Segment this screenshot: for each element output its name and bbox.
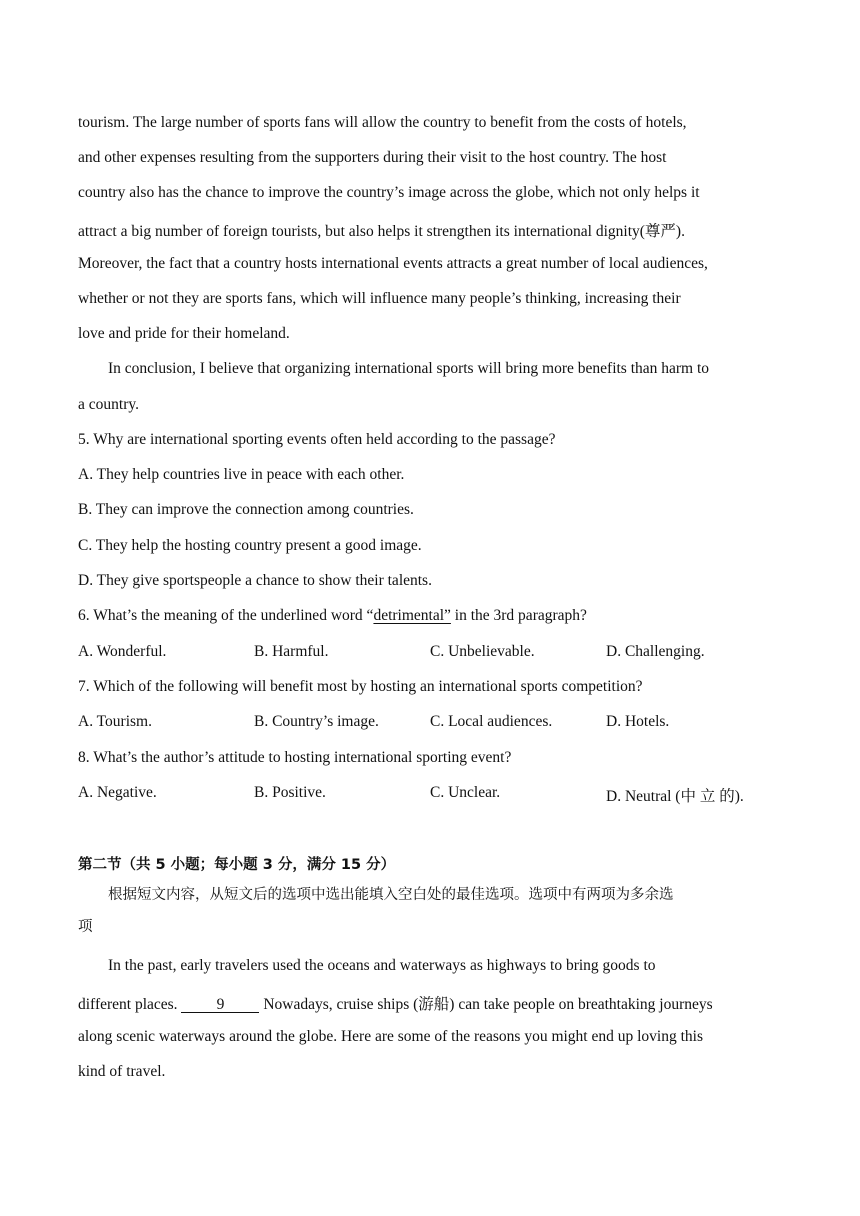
section-heading: 第二节（共 5 小题；每小题 3 分，满分 15 分）	[78, 857, 396, 873]
question-8-option-b[interactable]: B. Positive.	[254, 784, 326, 801]
underlined-word: detrimental”	[373, 607, 451, 624]
question-6-option-d[interactable]: D. Challenging.	[606, 643, 705, 660]
question-8-option-c[interactable]: C. Unclear.	[430, 784, 501, 801]
question-6-stem-end: in the 3rd paragraph?	[450, 607, 587, 624]
question-7-option-a[interactable]: A. Tourism.	[78, 713, 152, 730]
question-7-stem: 7. Which of the following will benefit most by hosting an international sports competition?	[78, 678, 643, 695]
question-6-option-c[interactable]: C. Unbelievable.	[430, 643, 535, 660]
passage-line: tourism. The large number of sports fans will allow the country to benefit from the costs of hotels,	[78, 114, 687, 131]
passage-line: love and pride for their homeland.	[78, 325, 290, 342]
cloze-line	[78, 992, 713, 1014]
section-instruction: 项	[78, 919, 93, 935]
question-6-option-a[interactable]: A. Wonderful.	[78, 643, 167, 660]
question-5-option-a[interactable]: A. They help countries live in peace with each other.	[78, 466, 405, 483]
conclusion-line: In conclusion, I believe that organizing international sports will bring more benefits than harm to	[108, 360, 710, 377]
passage-line: attract a big number of foreign tourists, but also helps it strengthen its international dignity(尊严).	[78, 223, 685, 240]
passage-line: whether or not they are sports fans, which will influence many people’s thinking, increasing their	[78, 290, 681, 307]
question-6-stem-start: 6. What’s the meaning of the underlined word “	[78, 607, 374, 624]
question-7-option-d[interactable]: D. Hotels.	[606, 713, 670, 730]
question-5-option-b[interactable]: B. They can improve the connection among countries.	[78, 501, 414, 518]
cloze-line: along scenic waterways around the globe. Here are some of the reasons you might end up loving this	[78, 1028, 703, 1045]
cloze-text: Nowadays, cruise ships (游船) can take people on breathtaking journeys	[263, 996, 713, 1013]
question-5-option-c[interactable]: C. They help the hosting country present a good image.	[78, 537, 422, 554]
question-5-stem: 5. Why are international sporting events often held according to the passage?	[78, 431, 556, 448]
passage-line: country also has the chance to improve the country’s image across the globe, which not only helps it	[78, 184, 700, 201]
question-6-stem	[78, 607, 587, 625]
question-8-stem: 8. What’s the author’s attitude to hosting international sporting event?	[78, 749, 512, 766]
passage-line: and other expenses resulting from the supporters during their visit to the host country. The host	[78, 149, 667, 166]
section-instruction: 根据短文内容，从短文后的选项中选出能填入空白处的最佳选项。选项中有两项为多余选	[108, 887, 674, 903]
question-5-option-d[interactable]: D. They give sportspeople a chance to show their talents.	[78, 572, 432, 589]
question-7-option-b[interactable]: B. Country’s image.	[254, 713, 379, 730]
question-8-option-a[interactable]: A. Negative.	[78, 784, 157, 801]
question-7-option-c[interactable]: C. Local audiences.	[430, 713, 553, 730]
question-6-option-b[interactable]: B. Harmful.	[254, 643, 329, 660]
blank-9[interactable]: 9	[181, 997, 259, 1013]
cloze-text: different places.	[78, 996, 178, 1013]
cloze-line: In the past, early travelers used the oceans and waterways as highways to bring goods to	[108, 957, 656, 974]
question-8-option-d[interactable]: D. Neutral (中 立 的).	[606, 788, 744, 805]
passage-line: Moreover, the fact that a country hosts international events attracts a great number of local audiences,	[78, 255, 708, 272]
cloze-line: kind of travel.	[78, 1063, 166, 1080]
conclusion-line: a country.	[78, 396, 139, 413]
